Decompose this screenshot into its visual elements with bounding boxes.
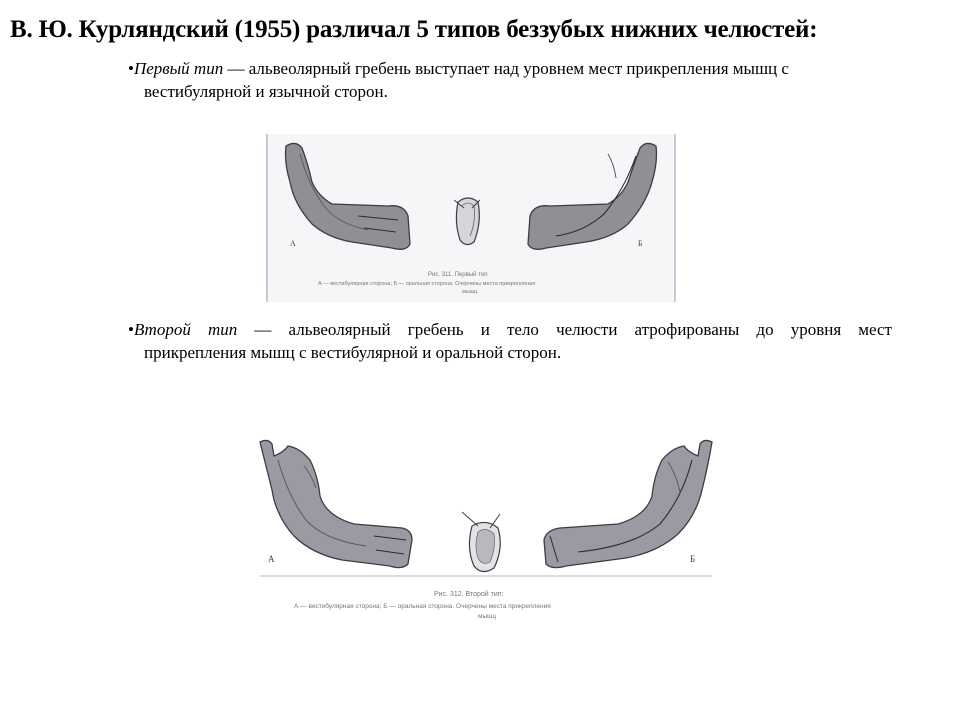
bullet-term: Второй тип (133, 320, 238, 339)
bullet-second-type (128, 318, 892, 364)
slide-title: В. Ю. Курляндский (1955) различал 5 типов беззубых нижних челюстей: (10, 16, 818, 43)
bullet-text-line1: — альвеолярный гребень выступает над уровнем мест прикрепления мышц с (223, 59, 789, 78)
figure-label-b: Б (638, 239, 643, 248)
bullet-term: Первый тип (133, 59, 224, 78)
figure-label-b: Б (690, 554, 696, 564)
figure-first-type (266, 134, 676, 302)
figure-caption-text: А — вестибулярная сторона; Б — оральная сторона. Очерчены места прикрепления (294, 603, 551, 610)
figure-label-a: А (290, 239, 296, 248)
bullet-text-line2: прикрепления мышц с вестибулярной и оральной сторон. (144, 343, 562, 362)
figure-caption-text-end: мышц (478, 613, 497, 620)
bullet-text-line2: вестибулярной и язычной сторон. (144, 82, 388, 101)
jaw-illustration-first-type (268, 134, 674, 302)
bullet-text-line1: — альвеолярный гребень и тело челюсти атрофированы до уровня мест (237, 320, 892, 339)
figure-caption-text-end: мышц (462, 289, 478, 295)
figure-second-type (254, 436, 718, 626)
bullet-marker: • (128, 59, 134, 78)
figure-caption-text: А — вестибулярная сторона; Б — оральная сторона. Очерчены места прикрепления (318, 281, 536, 287)
bullet-marker: • (128, 320, 134, 339)
jaw-illustration-second-type (254, 436, 718, 626)
figure-caption-title: Рис. 311. Первый тип (428, 272, 488, 278)
figure-label-a: А (268, 554, 275, 564)
figure-caption-title: Рис. 312. Второй тип: (434, 591, 504, 598)
bullet-first-type (128, 57, 892, 103)
